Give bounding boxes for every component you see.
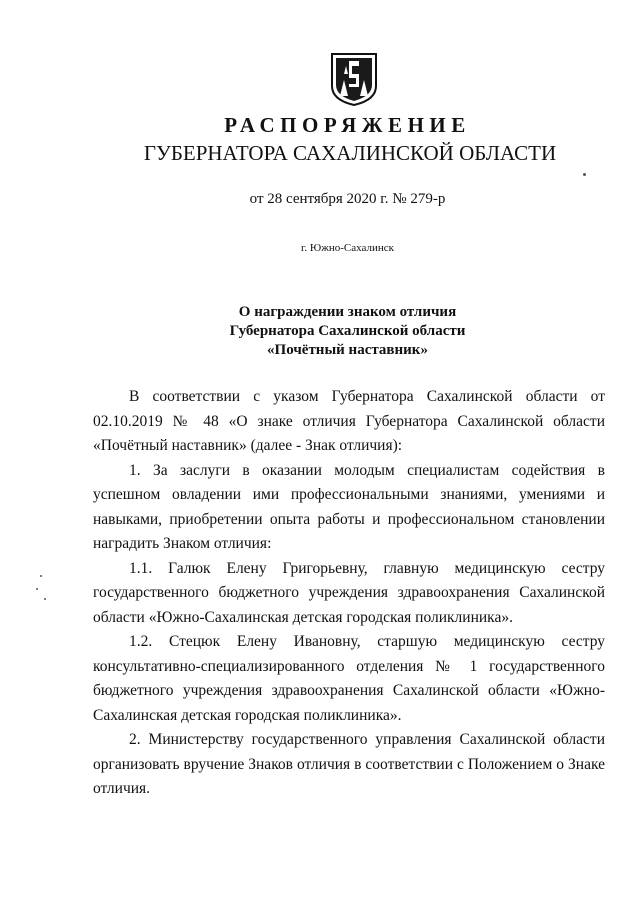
paragraph-1-1: 1.1. Галюк Елену Григорьевну, главную медицинскую сестру государственного бюджетного учреждения здравоохранения Сахалинской области «Южно-Сахалинская детская городская поликлиника». <box>93 559 605 626</box>
scan-speck <box>36 588 38 590</box>
coat-of-arms-icon <box>330 52 378 106</box>
paragraph-2: 2. Министерству государственного управления Сахалинской области организовать вручение Знаков отличия в соответствии с Положением о Знаке отличия. <box>93 731 605 797</box>
document-body <box>93 385 605 802</box>
date-and-number: от 28 сентября 2020 г. № 279-р <box>249 191 446 207</box>
issuer-title: ГУБЕРНАТОРА САХАЛИНСКОЙ ОБЛАСТИ <box>143 141 557 165</box>
scan-speck <box>40 575 42 577</box>
scan-speck <box>583 173 586 176</box>
paragraph-1: 1. За заслуги в оказании молодым специалистам содействия в успешном овладении ими профессиональными знаниями, умениями и навыками, приобретении опыта работы и профессиональном становлении наградить Знаком отличия: <box>93 461 605 552</box>
subject-line-1: О награждении знаком отличия <box>238 304 457 320</box>
paragraph-1-2: 1.2. Стецюк Елену Ивановну, старшую медицинскую сестру консультативно-специализированного отделения № 1 государственного бюджетного учреждения здравоохранения Сахалинской области «Южно-Сахалинская детская городская поликлиника». <box>93 633 605 724</box>
city-label: г. Южно-Сахалинск <box>301 242 394 254</box>
document-subject <box>0 303 640 360</box>
subject-line-3: «Почётный наставник» <box>267 342 428 358</box>
subject-line-2: Губернатора Сахалинской области <box>229 323 466 339</box>
document-type-title: РАСПОРЯЖЕНИЕ <box>224 113 471 137</box>
paragraph-intro: В соответствии с указом Губернатора Сахалинской области от 02.10.2019 № 48 «О знаке отличия Губернатора Сахалинской области «Почётный наставник» (далее - Знак отличия): <box>93 388 605 454</box>
scan-speck <box>44 598 46 600</box>
